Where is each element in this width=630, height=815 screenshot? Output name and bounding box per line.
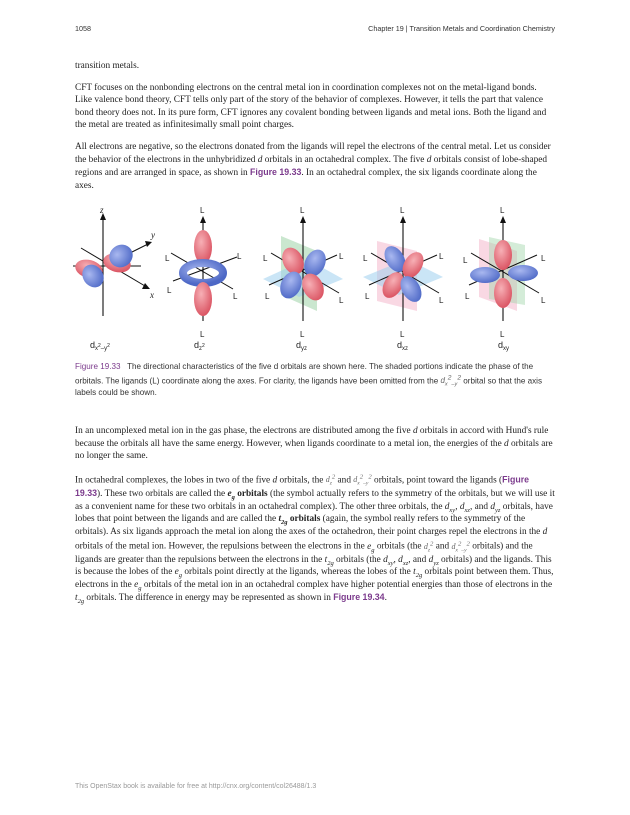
ligand-label-top: L — [400, 206, 405, 215]
orbital-dxz — [363, 206, 444, 339]
ligand-label-right2: L — [233, 292, 238, 301]
ligand-label-right: L — [541, 254, 546, 263]
ligand-label-left2: L — [465, 292, 470, 301]
d-orbital-figure — [70, 206, 560, 356]
axis-label-x: x — [150, 290, 154, 300]
ligand-label-bottom: L — [500, 330, 505, 339]
caption-tail: orbital so that the axis labels could be shown. — [75, 376, 543, 397]
ligand-label-left: L — [263, 254, 268, 263]
running-header: Chapter 19 | Transition Metals and Coordination Chemistry — [368, 24, 555, 33]
axis-label-y: y — [151, 230, 155, 240]
axis-label-z: z — [100, 206, 104, 215]
orbital-label-dxy: $d_{xy}$ — [498, 340, 510, 352]
ligand-label-bottom: L — [300, 330, 305, 339]
figure-link[interactable]: Figure 19.33 — [250, 167, 302, 178]
ligand-label-left: L — [463, 256, 468, 265]
ligand-label-bottom: L — [400, 330, 405, 339]
ligand-label-bottom: L — [200, 330, 205, 339]
orbital-dxy — [463, 206, 546, 339]
figure-caption — [75, 361, 555, 398]
ligand-label-left: L — [363, 254, 368, 263]
ligand-label-right2: L — [439, 296, 444, 305]
intro-text — [75, 60, 555, 201]
paragraph-3: In an uncomplexed metal ion in the gas phase, the electrons are distributed among the five d orbitals in accord with Hund's rule because the orbitals all have the same energy. However, when ligands coordinate to a metal ion, the energies of the d orbitals are no longer the same. — [75, 426, 553, 462]
ligand-label-right: L — [439, 252, 444, 261]
paragraph-1: CFT focuses on the nonbonding electrons on the central metal ion in coordination complexes not on the metal-ligand bonds. Like valence bond theory, CFT tells only part of the story of the behavior of complexes. However, it tells the part that valence bond theory does not. In its pure form, CFT ignores any covalent bonding between ligands and metal ions. Both the ligand and the metal are treated as infinitesimally small point charges. — [75, 82, 547, 131]
orbital-label-dz2: $d_z^2$ — [194, 340, 205, 352]
page-number: 1058 — [75, 24, 91, 33]
ligand-label-right: L — [339, 252, 344, 261]
paragraph-4: In octahedral complexes, the lobes in two of the five d orbitals, the $d_z^2$ and $d_x^2_{-y}^2$ orbitals, point toward the ligands (Figure 19.33). These two orbitals are called the $e_g$ orbitals (the symbol actually refers to the symmetry of the orbitals, but we will use it as a convenient name for these two orbitals in an octahedral complex). The other three orbitals, the $d_{xy}$, $d_{xz}$, and $d_{yz}$ orbitals, have lobes that point between the ligands and are called the $t_{2g}$ orbitals (again, the symbol really refers to the symmetry of the orbitals). As six ligands approach the metal ion along the axes of the octahedron, their point charges repel the electrons in the d orbitals of the metal ion. However, the repulsions between the electrons in the $e_g$ orbitals (the $d_z^2$ and $d_x^2_{-y}^2$ orbitals) and the ligands are greater than the repulsions between the electrons in the $t_{2g}$ orbitals (the $d_{xy}$, $d_{xz}$, and $d_{yz}$ orbitals) and the ligands. This is because the lobes of the $e_g$ orbitals point directly at the ligands, whereas the lobes of the $t_{2g}$ orbitals point between them. Thus, electrons in the $e_g$ orbitals of the metal ion in an octahedral complex have higher potential energies than those of electrons in the $t_{2g}$ orbitals. The difference in energy may be represented as shown in Figure 19.34. — [75, 473, 555, 606]
ligand-label-left: L — [165, 254, 170, 263]
figure-link-3[interactable]: Figure 19.34 — [333, 592, 385, 603]
caption-inline-orbital: $d_x^2_{-y}^2$ — [440, 374, 462, 388]
ligand-label-left2: L — [167, 286, 172, 295]
caption-number: Figure 19.33 — [75, 362, 121, 371]
ligand-label-left2: L — [265, 292, 270, 301]
main-text — [75, 425, 555, 614]
orbital-dx2-y2 — [73, 206, 155, 316]
figure-link-2[interactable]: Figure 19.33 — [75, 474, 530, 499]
paragraph-2: All electrons are negative, so the electrons donated from the ligands will repel the electrons of the central metal. Let us consider the behavior of the electrons in the unhybridized d orbitals in an octahedral complex. The five d orbitals consist of lobe-shaped regions and are arranged in space, as shown in Figure 19.33. In an octahedral complex, the six ligands coordinate along the axes. — [75, 141, 551, 191]
footer-note: This OpenStax book is available for free at http://cnx.org/content/col26488/1.3 — [75, 783, 317, 790]
ligand-label-right2: L — [541, 296, 546, 305]
orbital-label-dyz: $d_{yz}$ — [296, 340, 308, 352]
orbital-dyz — [263, 206, 344, 339]
ligand-label-top: L — [300, 206, 305, 215]
ligand-label-left2: L — [365, 292, 370, 301]
paragraph-0: transition metals. — [75, 61, 140, 71]
ligand-label-top: L — [200, 206, 205, 215]
orbital-dz2 — [165, 206, 242, 339]
orbital-label-dxz: $d_{xz}$ — [397, 340, 409, 352]
orbital-label-dx2-y2: $d_x^2_{-y}^2$ — [90, 340, 110, 352]
ligand-label-right: L — [237, 252, 242, 261]
ligand-label-top: L — [500, 206, 505, 215]
caption-text: The directional characteristics of the five d orbitals are shown here. The shaded portions indicate the phase of the orbitals. The ligands (L) coordinate along the axes. For clarity, the ligands have been omitted from the — [75, 362, 534, 386]
ligand-label-right2: L — [339, 296, 344, 305]
